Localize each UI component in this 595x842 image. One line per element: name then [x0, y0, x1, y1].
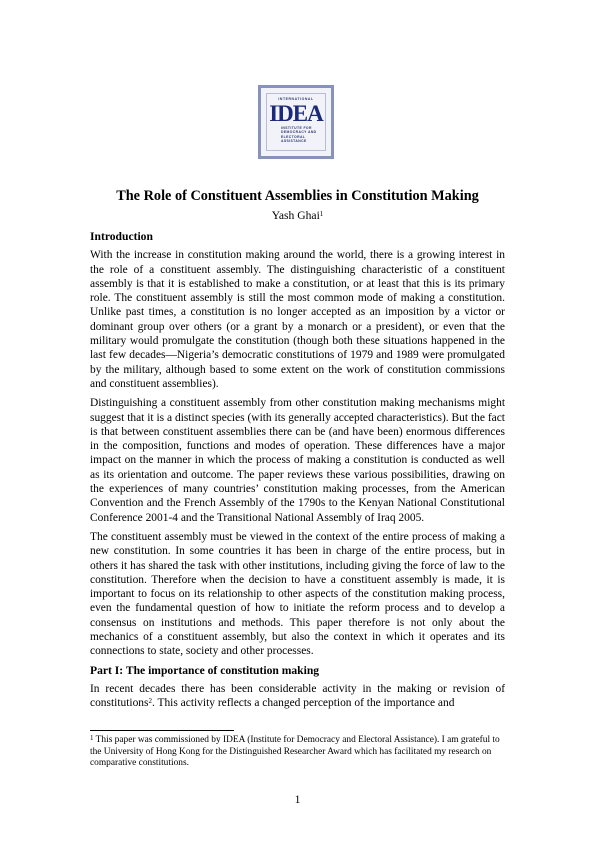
author-footnote-ref[interactable]: 1 — [319, 210, 324, 218]
logo-mark: IDEA — [269, 101, 323, 126]
paragraph-text: . This activity reflects a changed perception of the importance and — [151, 697, 455, 710]
section-heading-part-1: Part I: The importance of constitution making — [90, 663, 320, 677]
idea-logo — [258, 85, 334, 159]
logo-sub-line: ELECTORAL — [281, 134, 306, 139]
footnote-ref[interactable]: 2 — [148, 697, 152, 706]
logo-sub-line: DEMOCRACY AND — [281, 130, 317, 135]
paper-title: The Role of Constituent Assemblies in Constitution Making — [116, 188, 479, 204]
footnote-number: 1 — [90, 734, 94, 742]
section-heading-introduction: Introduction — [90, 230, 153, 243]
page-number: 1 — [294, 793, 301, 806]
body-paragraph: Distinguishing a constituent assembly from other constitution making mechanisms might suggest that it is a distinct species (with its generally accepted characteristics). But the fact is that between constituent assemblies there can be (and have been) enormous differences in the composition, functions and modes of operation. These differences have a major impact on the manner in which the process of making a constitution is conducted as well as its orientation and outcome. The paper reviews these various possibilities, drawing on the experiences of many countries’ constitution making processes, from the American Convention and the French Assembly of the 1790s to the Kenyan National Constitutional Conference 2001-4 and the Transitional National Assembly of Iraq 2005. — [90, 397, 505, 524]
body-paragraph — [90, 682, 505, 711]
logo-subtitle — [281, 126, 323, 144]
logo-frame — [266, 93, 326, 151]
footnote-divider — [90, 730, 234, 731]
body-paragraph: The constituent assembly must be viewed in the context of the entire process of making a new constitution. In some countries it has been in charge of the entire process, but in others it has shared the task with other institutions, including giving the force of law to the constitution. Therefore when the decision to have a constituent assembly is made, it is important to focus on its relationship to other aspects of the constitution making process, even the fundamental question of how to initiate the reform process and to develop a consensus on institutions and methods. This paper therefore is not only about the mechanics of a constituent assembly, but also the context in which it operates and its connections to state, society and other processes. — [90, 530, 505, 658]
logo-sub-line: ASSISTANCE — [281, 139, 307, 144]
author-line — [40, 209, 555, 223]
footnote-text: This paper was commissioned by IDEA (Institute for Democracy and Electoral Assistance). I am grateful to the University of Hong Kong for the Distinguished Researcher Award which has facilitated my research on comparative constitutions. — [90, 735, 500, 769]
author-name: Yash Ghai — [271, 209, 320, 222]
logo-top-text: INTERNATIONAL — [278, 97, 314, 101]
logo-sub-line: INSTITUTE FOR — [281, 126, 312, 130]
paper-body — [90, 230, 505, 716]
footnote — [90, 735, 510, 770]
body-paragraph: With the increase in constitution making around the world, there is a growing interest in the role of a constituent assembly. The distinguishing characteristic of a constituent assembly is that it is established to make a constitution, or at least that this is its primary role. The constituent assembly is still the most common mode of making a constitution. Unlike past times, a constitution is no longer accepted as an imposition by a victor or dominant group over others (or a grant by a monarch or a president), or even that the military would promulgate the constitution (though both these situations happened in the last few decades—Nigeria’s democratic constitutions of 1979 and 1989 were promulgated by the military, although based to some extent on the work of constitution commissions and constituent assemblies). — [90, 249, 505, 390]
paragraph-text: In recent decades there has been considerable activity in the making or revision of constitutions — [90, 682, 505, 710]
